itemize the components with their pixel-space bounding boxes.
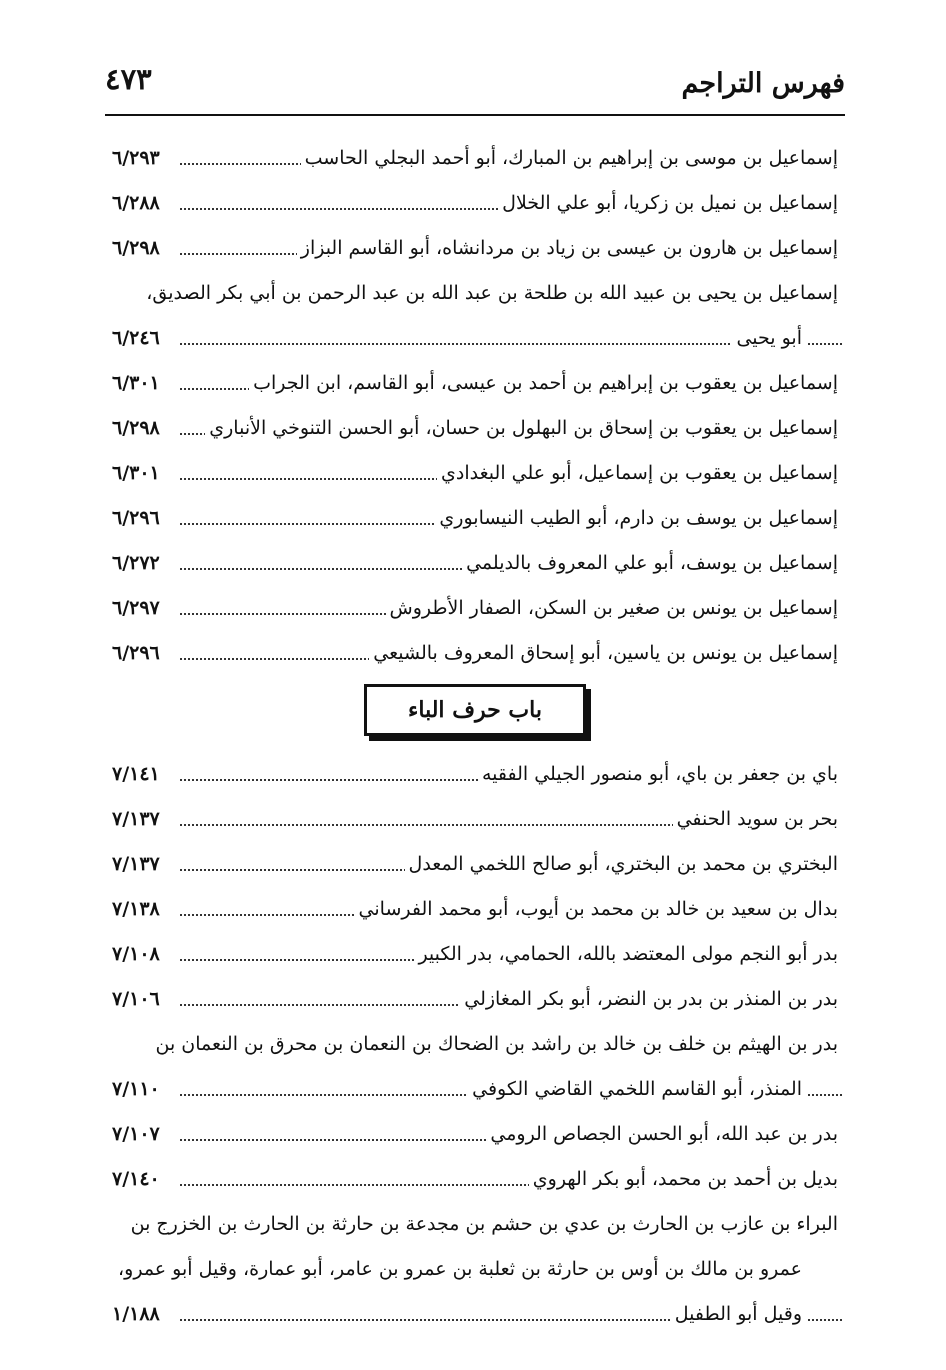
index-entry: [108, 1157, 842, 1202]
entry-name: إسماعيل بن يوسف بن دارم، أبو الطيب النيسابوري: [435, 496, 842, 541]
index-entry: [108, 586, 842, 631]
index-entries: [108, 136, 842, 1337]
entry-name: أبو يحيى: [732, 316, 806, 361]
entry-name: البختري بن محمد بن البختري، أبو صالح اللخمي المعدل: [405, 842, 842, 887]
entry-name: إسماعيل بن يوسف، أبو علي المعروف بالديلمي: [462, 541, 842, 586]
running-title: فهرس التراجم: [681, 68, 845, 99]
entry-reference: ٦/٢٨٨: [108, 181, 164, 226]
index-entry: [108, 361, 842, 406]
entry-name: إسماعيل بن يونس بن ياسين، أبو إسحاق المعروف بالشيعي: [369, 631, 842, 676]
entries-before-section: [108, 136, 842, 676]
entry-name: إسماعيل بن يحيى بن عبيد الله بن طلحة بن عبد الله بن عبد الرحمن بن أبي بكر الصديق،: [146, 282, 838, 304]
entry-reference: ٧/١٠٨: [108, 932, 164, 977]
entry-name: إسماعيل بن يعقوب بن إبراهيم بن أحمد بن عيسى، أبو القاسم، ابن الجراب: [249, 361, 842, 406]
entry-name: إسماعيل بن يونس بن صغير بن السكن، الصفار الأطروش: [386, 586, 842, 631]
entry-name: بدر بن المنذر بن بدر بن النضر، أبو بكر المغازلي: [460, 977, 842, 1022]
entry-reference: ٦/٢٩٨: [108, 406, 164, 451]
entry-reference: ٧/١٤٠: [108, 1157, 164, 1202]
index-entry: [108, 932, 842, 977]
entry-name: بديل بن أحمد بن محمد، أبو بكر الهروي: [529, 1157, 842, 1202]
entry-name: بدر أبو النجم مولى المعتضد بالله، الحمامي، بدر الكبير: [414, 932, 842, 977]
index-entry: [108, 977, 842, 1022]
index-entry: [108, 541, 842, 586]
entry-name: إسماعيل بن هارون بن عيسى بن زياد بن مردانشاه، أبو القاسم البزاز: [297, 226, 842, 271]
page-header: [105, 62, 845, 116]
page-number: ٤٧٣: [105, 62, 152, 96]
entry-reference: ٧/١٠٦: [108, 977, 164, 1022]
entry-name: إسماعيل بن يعقوب بن إسماعيل، أبو علي البغدادي: [437, 451, 842, 496]
index-entry: [108, 1067, 842, 1112]
index-entry: [108, 406, 842, 451]
index-entry: [108, 842, 842, 887]
entry-name: بحر بن سويد الحنفي: [673, 797, 842, 842]
entry-reference: ٦/٢٩٦: [108, 496, 164, 541]
index-entry: [108, 136, 842, 181]
entry-reference: ٧/١٣٧: [108, 842, 164, 887]
entry-reference: ٦/٣٠١: [108, 361, 164, 406]
entry-reference: ٦/٢٩٣: [108, 136, 164, 181]
entry-reference: ٧/١١٠: [108, 1067, 164, 1112]
index-entry: [108, 752, 842, 797]
entry-reference: ٧/١٣٨: [108, 887, 164, 932]
section-heading: باب حرف الباء: [364, 684, 586, 736]
index-entry: [108, 496, 842, 541]
section-heading-wrap: [108, 676, 842, 752]
entry-name: المنذر، أبو القاسم اللخمي القاضي الكوفي: [468, 1067, 806, 1112]
index-entry: [108, 1022, 842, 1067]
entry-name: وقيل أبو الطفيل: [671, 1292, 806, 1337]
entry-reference: ٦/٢٧٢: [108, 541, 164, 586]
entry-reference: ١/١٨٨: [108, 1292, 164, 1337]
entries-after-section: [108, 752, 842, 1337]
entry-name: بدر بن عبد الله، أبو الحسن الجصاص الرومي: [486, 1112, 842, 1157]
entry-reference: ٦/٢٩٦: [108, 631, 164, 676]
entry-reference: ٦/٢٩٧: [108, 586, 164, 631]
index-entry: [108, 316, 842, 361]
entry-name: إسماعيل بن نميل بن زكريا، أبو علي الخلال: [498, 181, 842, 226]
entry-name: بدال بن سعيد بن خالد بن محمد بن أيوب، أبو محمد الفرساني: [355, 887, 842, 932]
index-entry: [108, 271, 842, 316]
entry-name: باي بن جعفر بن باي، أبو منصور الجيلي الفقيه: [478, 752, 842, 797]
entry-reference: ٦/٣٠١: [108, 451, 164, 496]
entry-name: إسماعيل بن موسى بن إبراهيم بن المبارك، أبو أحمد البجلي الحاسب: [301, 136, 842, 181]
entry-name: إسماعيل بن يعقوب بن إسحاق بن البهلول بن حسان، أبو الحسن التنوخي الأنباري: [205, 406, 842, 451]
entry-reference: ٧/١٣٧: [108, 797, 164, 842]
index-entry: [108, 631, 842, 676]
index-entry: [108, 797, 842, 842]
index-entry: [108, 226, 842, 271]
index-entry: [108, 181, 842, 226]
index-entry: [108, 1292, 842, 1337]
index-entry: [108, 1247, 842, 1292]
index-entry: [108, 1202, 842, 1247]
entry-reference: ٦/٢٩٨: [108, 226, 164, 271]
entry-reference: ٧/١٤١: [108, 752, 164, 797]
index-entry: [108, 1112, 842, 1157]
index-entry: [108, 451, 842, 496]
entry-name: البراء بن عازب بن الحارث بن عدي بن حشم بن مجدعة بن حارثة بن الحارث بن الخزرج بن: [130, 1213, 838, 1235]
entry-reference: ٦/٢٤٦: [108, 316, 164, 361]
index-entry: [108, 887, 842, 932]
entry-name: عمرو بن مالك بن أوس بن حارثة بن ثعلبة بن عمرو بن عامر، أبو عمارة، وقيل أبو عمرو،: [118, 1258, 802, 1280]
entry-name: بدر بن الهيثم بن خلف بن خالد بن راشد بن الضحاك بن النعمان بن محرق بن النعمان بن: [155, 1033, 838, 1055]
entry-reference: ٧/١٠٧: [108, 1112, 164, 1157]
